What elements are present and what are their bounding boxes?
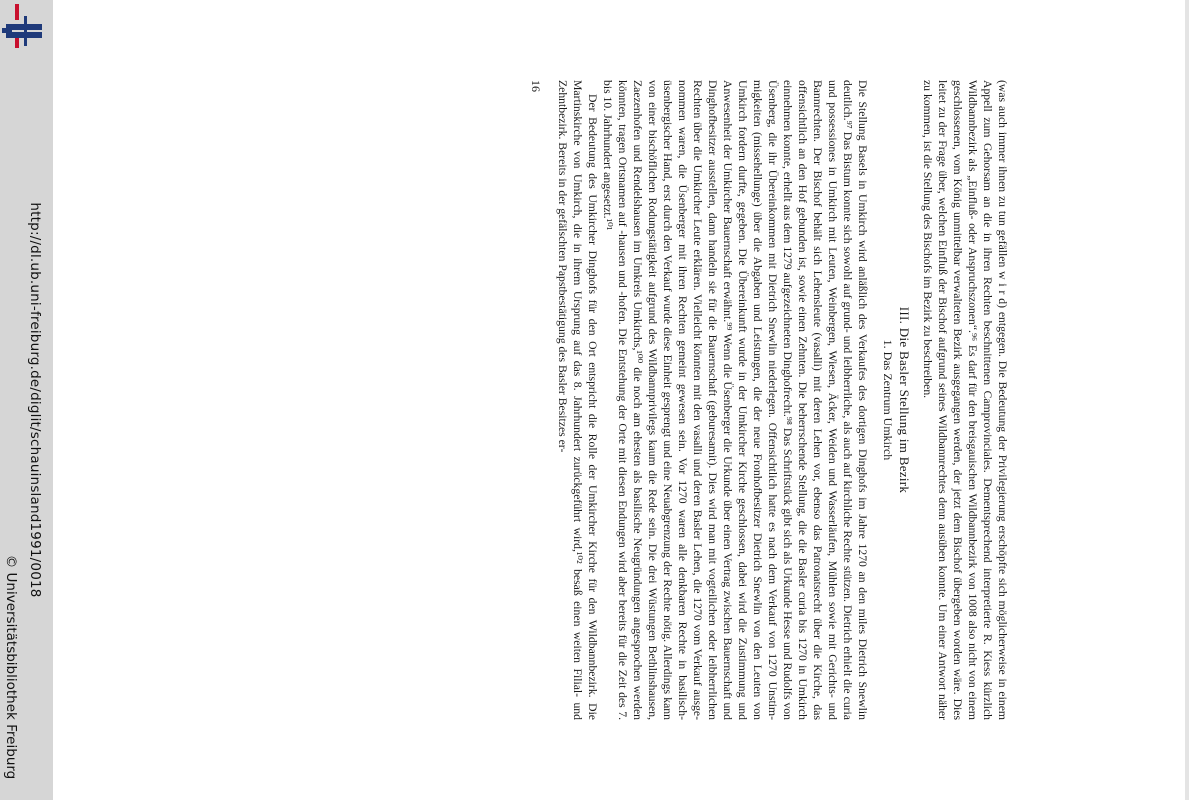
viewer-margin bbox=[0, 0, 53, 800]
chapter-heading-block bbox=[880, 80, 912, 720]
scanned-page bbox=[260, 60, 1020, 740]
page-number: 16 bbox=[529, 80, 543, 92]
copyright-notice: © Universitätsbibliothek Freiburg bbox=[3, 554, 19, 780]
body-paragraph: Die Stellung Basels in Umkirch wird anläßlich des Verkaufes des dortigen Dinghofs im Jahre 1270 an den miles Dietrich Snewlin deutlich.⁹⁷ Das Bistum konnte sich sowohl auf grund- und leibherrliche, als auch auf kirchliche Rechte stützen. Dietrich erhielt die curia und possessiones in Umkirch mit Leuten, Weinbergen, Wiesen, Äcker, Weiden und Wasserläufen, Mühlen sowie mit Gerichts- und Bannrechten. Der Bischof behält sich Lehensleute (vasalli) mit deren Lehen vor, ebenso das Patronatsrecht über die Kirche, das offensichtlich an den Hof gebunden ist, sowie einen Zehnten. Die beherrschende Stellung, die die Basler curia bis 1270 in Umkirch einnehmen konnte, erhellt aus dem 1279 aufgezeichneten Dinghofrecht.⁹⁸ Das Schriftstück gibt sich als Urkunde Hesse und Rudolfs von Üsenberg, die ihr Übereinkommen mit Dietrich Snewlin niederlegen. Offensichtlich hatte es nach dem Verkauf von 1270 Unstimmigkeiten (missehellunge) über die Abgaben und Leistungen, die der neue Fronhofbesitzer Dietrich Snewlin von den Leuten von Umkirch fordern durfte, gegeben. Die Übereinkunft wurde in der Umkircher Kirche geschlossen, dabei wird die Zustimmung und Anwesenheit der Umkircher Bauernschaft erwähnt.⁹⁹ Wenn die Üsenberger die Urkunde über einen Vertrag zwischen Bauernschaft und Dinghofbesitzer ausstellen, dann handeln sie für die Bauernschaft (geburesamit). Dies wird man mit vogteilichen oder leibherrlichen Rechten über die Umkircher Leute erklären. Vielleicht könnten mit den vasalli und deren Basler Lehen, die 1270 vom Verkauf ausgenommen waren, die Üsenberger mit ihren Rechten gemeint gewesen sein. Vor 1270 waren alle denkbaren Rechte in basilisch-üsenbergischer Hand, erst durch den Verkauf wurde diese Einheit gesprengt und eine Neuabgrenzung der Rechte nötig. Allerdings kann von einer bischöflichen Rodungstätigkeit aufgrund des Wildbannprivilegs kaum die Rede sein. Die drei Wüstungen Bethlinshausen, Zaezenhofen und Rendelshausen im Umkreis Umkirchs,¹⁰⁰ die noch am ehesten als basilische Neugründungen angesprochen werden könnten, tragen Ortsnamen auf -hausen und -hofen. Die Entstehung der Orte mit diesen Endungen wird aber bereits für die Zeit des 7. bis 10. Jahrhundert angesetzt.¹⁰¹ bbox=[601, 80, 869, 720]
permalink-url[interactable]: http://dl.ub.uni-freiburg.de/diglit/schauinsland1991/0018 bbox=[27, 202, 43, 598]
body-paragraph: (was auch immer ihnen zu tun gefällen w i r d) entgegen. Die Bedeutung der Privilegierung erschöpfte sich möglicherweise in einem Appell zum Gehorsam an die in ihren Rechten beschnittenen Camprovinciales. Dementsprechend interpretierte R. Kiess kürzlich Wildbannbezirk als „Einfluß- oder Anspruchszonen“.⁹⁶ Es darf für den breisgauischen Wildbannbezirk von 1008 also nicht von einem geschlossenen, vom König unmittelbar verwalteten Bezirk ausgegangen werden, der jetzt dem Bischof übergeben worden wäre. Dies leitet zu der Frage über, welchen Einfluß der Bischof aufgrund seines Wildbannrechtes denn ausüben konnte. Um einer Antwort näher zu kommen, ist die Stellung des Bischofs im Bezirk zu beschreiben. bbox=[921, 80, 1009, 720]
page-edge bbox=[1185, 0, 1189, 800]
body-paragraph: Der Bedeutung des Umkircher Dinghofs für den Ort entspricht die Rolle der Umkircher Kirche für den Wildbannbezirk. Die Martinskirche von Umkirch, die in ihrem Ursprung auf das 8. Jahrhundert zurückgeführt wird,¹⁰² besaß einen weiten Filial- und Zehntbezirk. Bereits in der gefälschten Papstbestätigung des Basler Besitzes er- bbox=[556, 80, 599, 720]
chapter-title: III. Die Basler Stellung im Bezirk bbox=[897, 306, 912, 494]
university-logo-icon bbox=[0, 0, 53, 60]
section-title: 1. Das Zentrum Umkirch bbox=[881, 339, 895, 461]
